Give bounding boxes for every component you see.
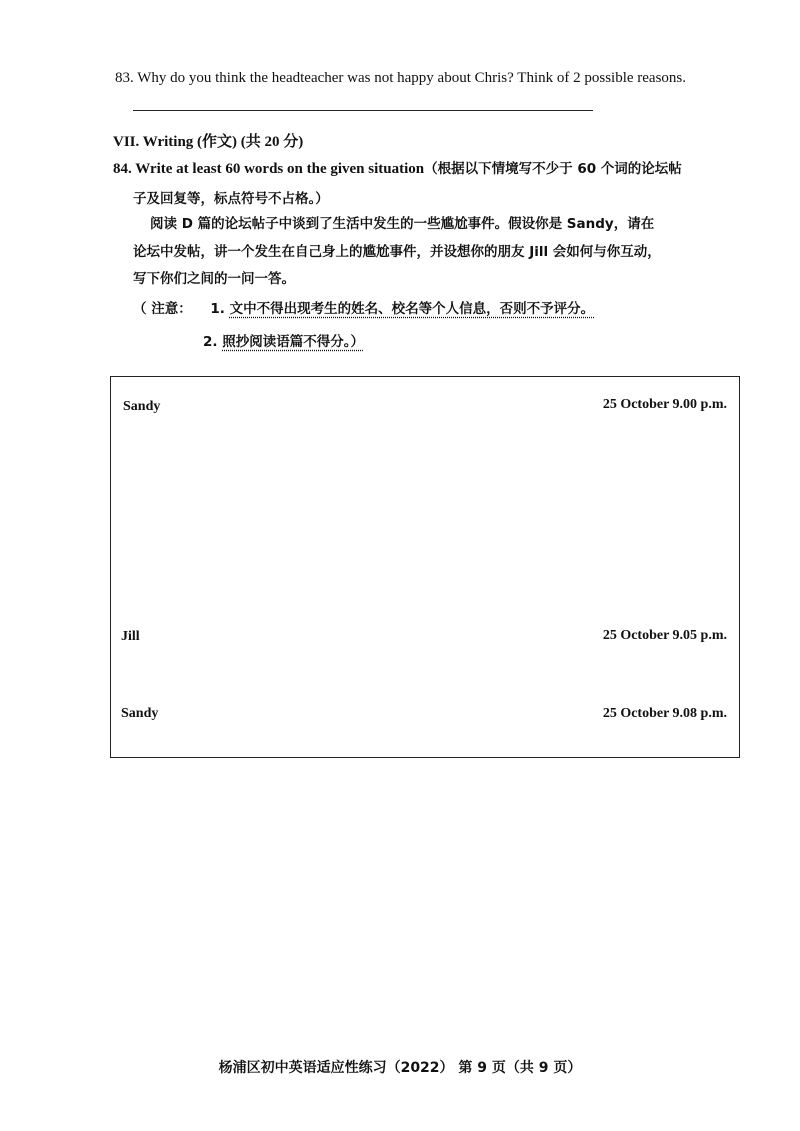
question-83: 83. Why do you think the headteacher was not happy about Chris? Think of 2 possible reasons. bbox=[115, 70, 687, 86]
question-84 bbox=[113, 157, 682, 178]
question-84-prompt-cn-cont: 子及回复等，标点符号不占格。） bbox=[133, 191, 329, 207]
note-1-text: 文中不得出现考生的姓名、校名等个人信息，否则不予评分。 bbox=[229, 301, 595, 317]
post-author-sandy: Sandy bbox=[123, 399, 161, 414]
note-1-number: 1. bbox=[210, 301, 225, 317]
instruction-line-1: 阅读 D 篇的论坛帖子中谈到了生活中发生的一些尴尬事件。假设你是 Sandy，请在 bbox=[150, 216, 655, 232]
reply-author-sandy: Sandy bbox=[121, 706, 159, 721]
instruction-line-3: 写下你们之间的一问一答。 bbox=[133, 271, 295, 287]
page-footer: 杨浦区初中英语适应性练习（2022） 第 9 页（共 9 页） bbox=[218, 1060, 582, 1076]
instruction-line-2: 论坛中发帖，讲一个发生在自己身上的尴尬事件，并设想你的朋友 Jill 会如何与你互动， bbox=[133, 244, 661, 260]
note-2-text: 照抄阅读语篇不得分。） bbox=[222, 334, 364, 350]
reply-time: 25 October 9.08 p.m. bbox=[602, 706, 727, 721]
reply-author-jill: Jill bbox=[121, 629, 140, 644]
question-84-prompt-cn: （根据以下情境写不少于 60 个词的论坛帖 bbox=[424, 161, 682, 177]
post-time: 25 October 9.00 p.m. bbox=[602, 397, 727, 412]
note-1 bbox=[133, 297, 594, 317]
answer-line[interactable] bbox=[133, 110, 593, 111]
note-2 bbox=[203, 330, 364, 350]
note-2-number: 2. bbox=[203, 334, 218, 350]
section-heading: VII. Writing (作文) (共 20 分) bbox=[113, 134, 304, 150]
reply-time: 25 October 9.05 p.m. bbox=[602, 628, 727, 643]
note-label: （ 注意： bbox=[133, 301, 192, 317]
question-84-prompt-en: 84. Write at least 60 words on the given situation bbox=[113, 161, 425, 177]
forum-answer-box[interactable] bbox=[110, 376, 740, 758]
